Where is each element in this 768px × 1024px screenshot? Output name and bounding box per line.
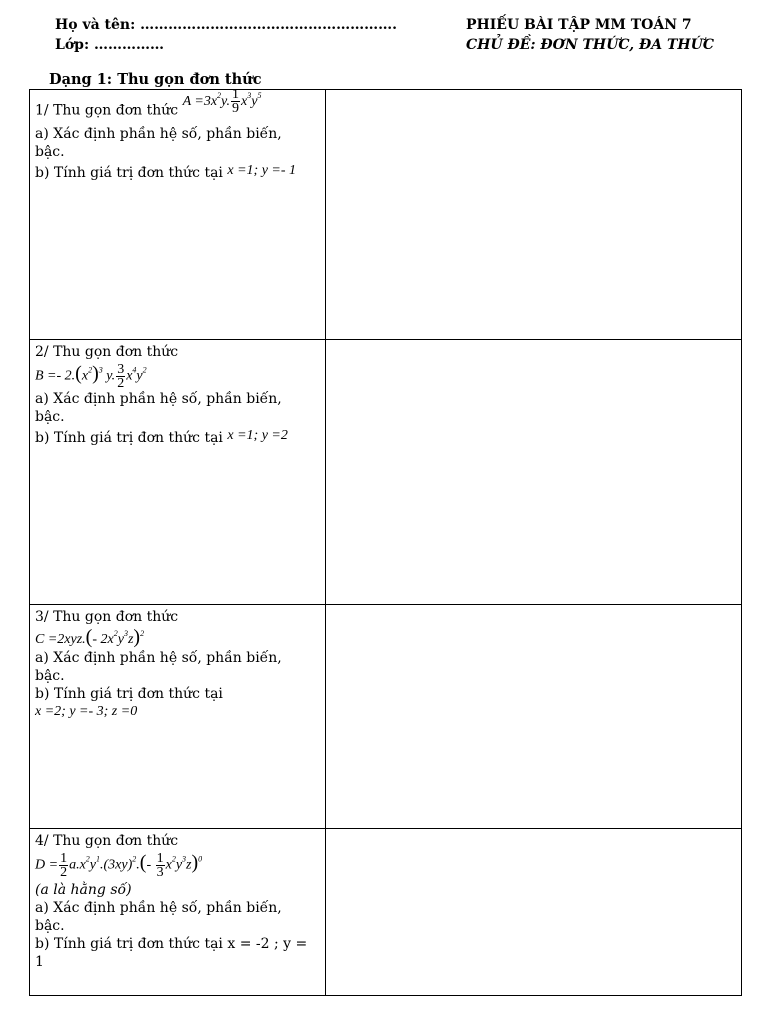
problem-2-part-b: b) Tính giá trị đơn thức tại [35,430,223,446]
problem-4-part-a2: bậc. [35,918,65,934]
problem-1 [30,87,326,340]
problem-4 [30,829,326,996]
problem-1-part-a: a) Xác định phần hệ số, phần biến, [35,126,282,142]
class-field: Lớp: …………… [55,37,165,53]
section-title: Dạng 1: Thu gọn đơn thức [49,71,262,88]
formula-c: C =2xyz.(- $2x^2y^3z)^2$ [35,626,145,648]
worksheet-topic: CHỦ ĐỀ: ĐƠN THỨC, ĐA THỨC [466,37,714,53]
problem-3-intro: 3/ Thu gọn đơn thức [35,609,179,625]
problem-1-part-b: b) Tính giá trị đơn thức tại [35,165,223,181]
problem-2-values: x =1; y =2 [227,428,288,443]
problem-3-part-a2: bậc. [35,668,65,684]
answer-cell-1[interactable] [326,90,742,340]
table-row [30,605,742,829]
formula-d: D = $\frac{1}{2}$ $a.x^2y^1.(3xy)^2.(-$ $\frac{1}{3}$ $x^2y^3z)^0$ [35,851,203,880]
formula-a: $A =3x^2y$. $\frac{1}{9}$ $x^3y^5$ [182,87,262,116]
problem-table [29,89,742,996]
problem-1-intro: 1/ Thu gọn đơn thức [35,102,179,119]
problem-4-part-b: b) Tính giá trị đơn thức tại x = -2 ; y = [35,936,308,952]
problem-2-intro: 2/ Thu gọn đơn thức [35,344,179,360]
problem-2 [30,340,326,605]
formula-b: $B =- 2.(x^2)^3$ y. $\frac{3}{2}$ $x^4y^2$ [35,362,147,391]
problem-3-part-b: b) Tính giá trị đơn thức tại [35,686,223,702]
problem-2-part-a2: bậc. [35,409,65,425]
table-row [30,829,742,996]
student-name-field: Họ và tên: ………………………………………………. [55,17,397,33]
problem-4-part-a: a) Xác định phần hệ số, phần biến, [35,900,282,916]
worksheet-title: PHIẾU BÀI TẬP MM TOÁN 7 [466,17,692,33]
answer-cell-2[interactable] [326,340,742,605]
table-row [30,90,742,340]
problem-4-note: (a là hằng số) [35,882,132,898]
problem-3-values: x =2; y =- 3; z =0 [35,704,138,719]
problem-2-part-a: a) Xác định phần hệ số, phần biến, [35,391,282,407]
answer-cell-3[interactable] [326,605,742,829]
answer-cell-4[interactable] [326,829,742,996]
problem-4-part-b2: 1 [35,954,44,970]
problem-4-intro: 4/ Thu gọn đơn thức [35,833,179,849]
table-row [30,340,742,605]
problem-1-values: x =1; y =- 1 [227,163,297,178]
problem-3 [30,605,326,829]
problem-1-part-a2: bậc. [35,144,65,160]
problem-3-part-a: a) Xác định phần hệ số, phần biến, [35,650,282,666]
